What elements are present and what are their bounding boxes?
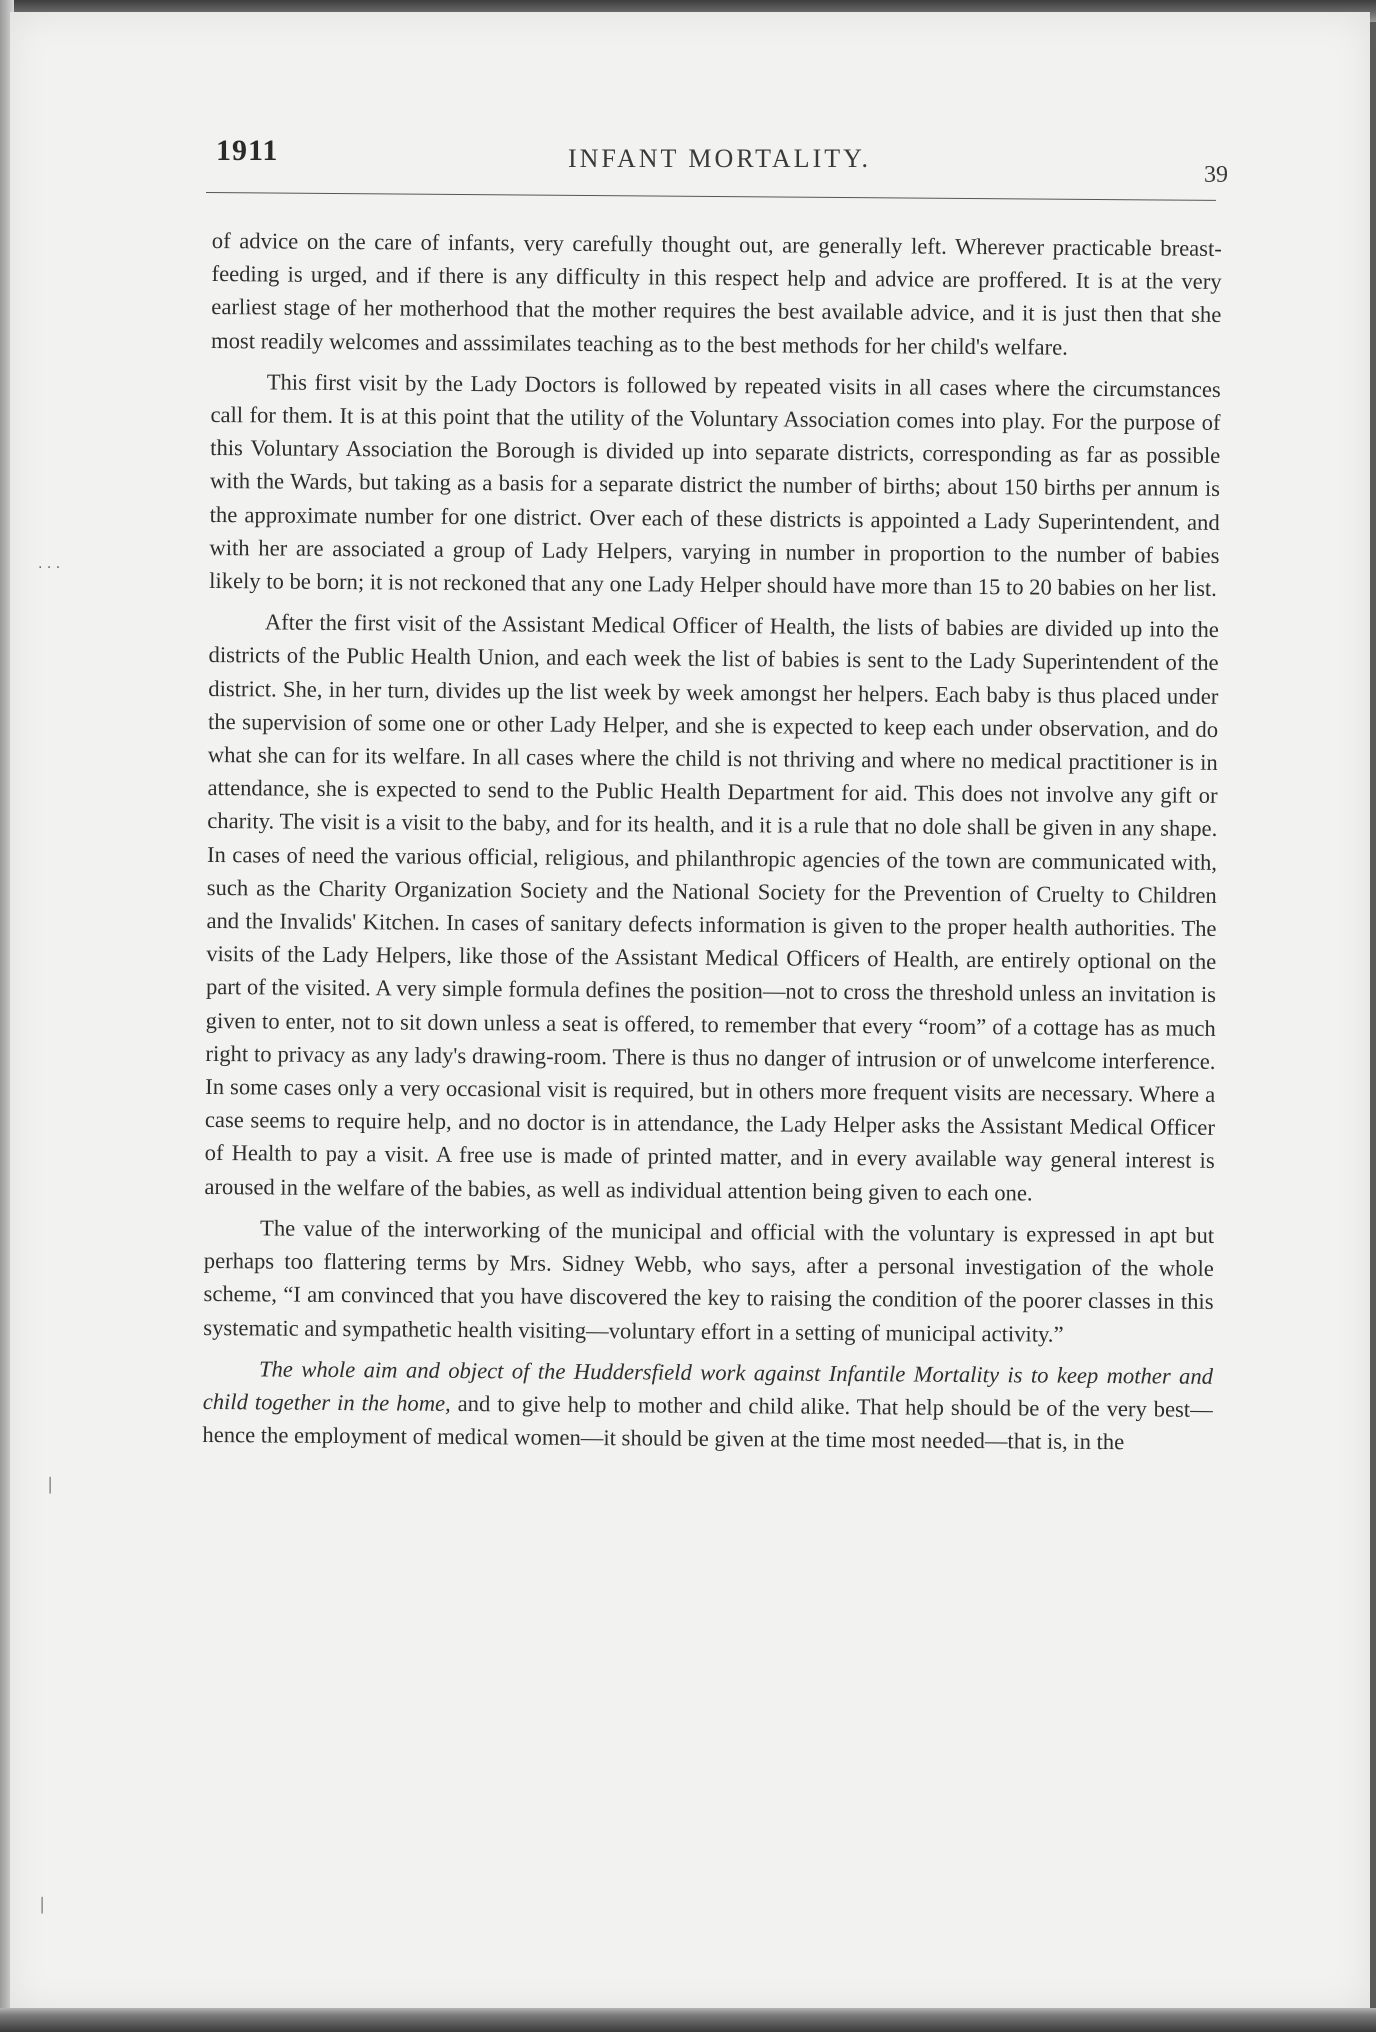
paragraph: After the first visit of the Assistant Medical Officer of Health, the lists of babies are divided up into the districts of the Public Health Union, and each week the list of babies is sent to the Lady Superintendent of the district. She, in her turn, divides up the list week by week amongst her helpers. Each baby is thus placed under the supervision of some one or other Lady Helper, and she is expected to keep each under observation, and do what she can for its welfare. In all cases where the child is not thriving and where no medical practitioner is in attendance, she is expected to send to the Public Health Department for aid. This does not involve any gift or charity. The visit is a visit to the baby, and for its health, and it is a rule that no dole shall be given in any shape. In cases of need the various official, religious, and philanthropic agencies of the town are communicated with, such as the Charity Organization Society and the National Society for the Prevention of Cruelty to Children and the Invalids' Kitchen. In cases of sanitary defects information is given to the proper health authorities. The visits of the Lady Helpers, like those of the Assistant Medical Officers of Health, are entirely optional on the part of the visited. A very simple formula defines the position—not to cross the threshold unless an invitation is given to enter, not to sit down unless a seat is offered, to remember that every “room” of a cottage has as much right to privacy as any lady's drawing-room. There is thus no danger of intrusion or of unwelcome interference. In some cases only a very occasional visit is required, but in others more frequent visits are necessary. Where a case seems to require help, and no doctor is in attendance, the Lady Helper asks the Assistant Medical Officer of Health to pay a visit. A free use is made of printed matter, and in every available way general interest is aroused in the welfare of the babies, as well as individual attention being given to each one.	[204, 609, 1219, 1206]
header-year: 1911	[216, 134, 279, 167]
paragraph	[202, 1352, 1213, 1460]
margin-speck: · · ·	[38, 560, 61, 576]
paragraph-continuation: and to give help to mother and child alike. That help should be of the very best—hence the employment of medical women—it should be given at the time most needed—that is, in the	[202, 1390, 1213, 1455]
paragraph: of advice on the care of infants, very carefully thought out, are generally left. Wherever practicable breast-feeding is urged, and if there is any difficulty in this respect help and advice are proffered. It is at the very earliest stage of her motherhood that the mother requires the best available advice, and it is just then that she most readily welcomes and asssimilates teaching as to the best methods for her child's welfare.	[210, 227, 1222, 360]
page-number: 39	[1204, 162, 1228, 188]
header-rule	[206, 192, 1216, 201]
page-header	[206, 130, 1228, 206]
italic-emphasis: The whole aim and object of the Huddersfield work against Infantile Mortality is to keep mother and child together in the home,	[202, 1356, 1214, 1416]
running-title: INFANT MORTALITY.	[568, 144, 872, 173]
scan-border-bottom	[0, 2008, 1376, 2032]
paragraph: This first visit by the Lady Doctors is followed by repeated visits in all cases where the circumstances call for them. It is at this point that the utility of the Voluntary Association comes into play. For the purpose of this Voluntary Association the Borough is divided up into separate districts, corresponding as far as possible with the Wards, but taking as a basis for a separate district the number of births; about 150 births per annum is the approximate number for one district. Over each of these districts is appointed a Lady Superintendent, and with her are associated a group of Lady Helpers, varying in number in proportion to the number of babies likely to be born; it is not reckoned that any one Lady Helper should have more than 15 to 20 babies on her list.	[209, 369, 1221, 601]
book-page	[10, 12, 1370, 2012]
paragraph: The value of the interworking of the municipal and official with the voluntary is expressed in apt but perhaps too flattering terms by Mrs. Sidney Webb, who says, after a personal investigation of the whole scheme, “I am convinced that you have discovered the key to raising the condition of the poorer classes in this systematic and sympathetic health visiting—voluntary effort in a setting of municipal activity.”	[203, 1215, 1215, 1347]
body-text	[202, 224, 1222, 1467]
margin-speck: │	[38, 1898, 47, 1914]
margin-speck: │	[46, 1478, 55, 1494]
